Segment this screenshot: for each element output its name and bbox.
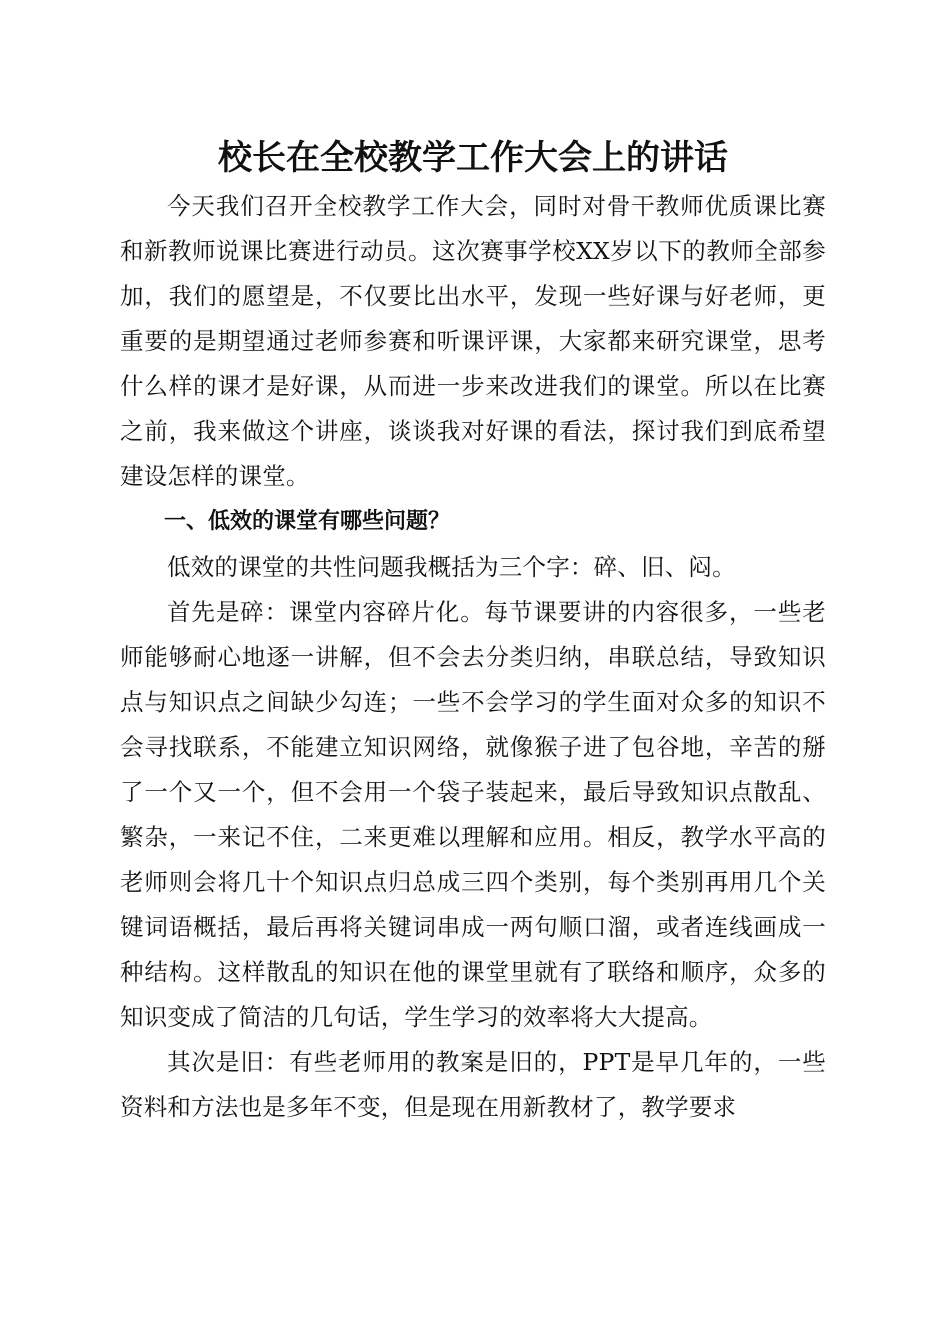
section-heading-1: 一、低效的课堂有哪些问题？ xyxy=(164,509,451,534)
document-page xyxy=(120,132,826,1130)
document-title: 校长在全校教学工作大会上的讲话 xyxy=(218,138,728,178)
paragraph-summary: 低效的课堂的共性问题我概括为三个字：碎、旧、闷。 xyxy=(167,553,736,581)
paragraph-intro: 今天我们召开全校教学工作大会，同时对骨干教师优质课比赛和新教师说课比赛进行动员。这次赛事学校XX岁以下的教师全部参加，我们的愿望是，不仅要比出水平，发现一些好课与好老师，更重要的是期望通过老师参赛和听课评课，大家都来研究课堂，思考什么样的课才是好课，从而进一步来改进我们的课堂。所以在比赛之前，我来做这个讲座，谈谈我对好课的看法，探讨我们到底希望建设怎样的课堂。 xyxy=(120,192,826,490)
paragraph-fragmented: 首先是碎：课堂内容碎片化。每节课要讲的内容很多，一些老师能够耐心地逐一讲解，但不会去分类归纳，串联总结，导致知识点与知识点之间缺少勾连；一些不会学习的学生面对众多的知识不会寻找联系，不能建立知识网络，就像猴子进了包谷地，辛苦的掰了一个又一个，但不会用一个袋子装起来，最后导致知识点散乱、繁杂，一来记不住，二来更难以理解和应用。相反，教学水平高的老师则会将几十个知识点归总成三四个类别，每个类别再用几个关键词语概括，最后再将关键词串成一两句顺口溜，或者连线画成一种结构。这样散乱的知识在他的课堂里就有了联络和顺序，众多的知识变成了简洁的几句话，学生学习的效率将大大提高。 xyxy=(120,598,826,1031)
paragraph-outdated: 其次是旧：有些老师用的教案是旧的，PPT是早几年的，一些资料和方法也是多年不变，但是现在用新教材了，教学要求 xyxy=(120,1048,826,1121)
